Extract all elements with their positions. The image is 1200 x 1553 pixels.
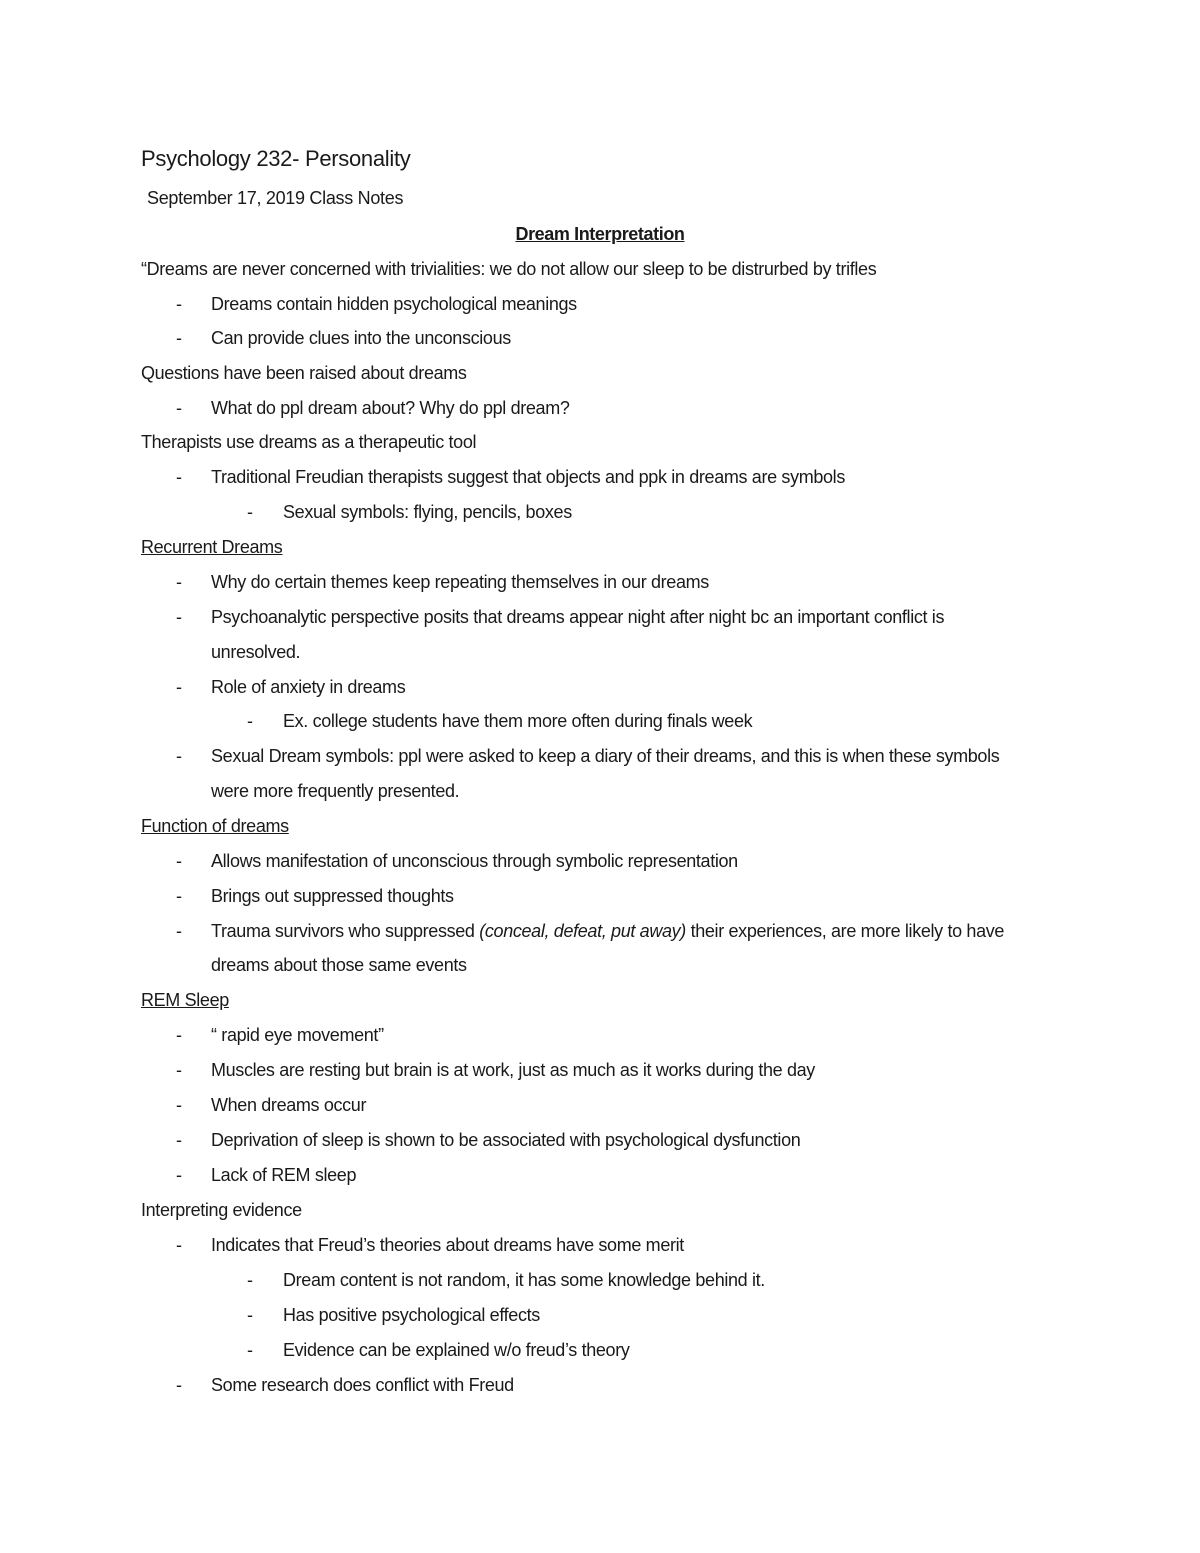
list-item: What do ppl dream about? Why do ppl dream? xyxy=(211,398,570,418)
list-item: Lack of REM sleep xyxy=(211,1165,357,1185)
list-item: When dreams occur xyxy=(211,1095,367,1115)
bullet-dash: - xyxy=(176,294,182,314)
bullet-dash: - xyxy=(176,607,182,627)
bullet-dash: - xyxy=(176,1375,182,1395)
document-title: Psychology 232- Personality xyxy=(141,146,411,171)
sub-list-item: Evidence can be explained w/o freud’s theory xyxy=(283,1340,630,1360)
bullet-dash: - xyxy=(176,328,182,348)
list-item: Indicates that Freud’s theories about dreams have some merit xyxy=(211,1235,684,1255)
bullet-dash: - xyxy=(176,746,182,766)
bullet-dash: - xyxy=(176,1165,182,1185)
quote-line: “Dreams are never concerned with trivialities: we do not allow our sleep to be distrurbed by trifles xyxy=(141,259,877,279)
bullet-dash: - xyxy=(176,398,182,418)
bullet-dash: - xyxy=(176,851,182,871)
list-item: Role of anxiety in dreams xyxy=(211,677,406,697)
list-item: Allows manifestation of unconscious through symbolic representation xyxy=(211,851,738,871)
list-item-text: their experiences, are more likely to have xyxy=(685,921,1005,941)
bullet-dash: - xyxy=(176,1130,182,1150)
list-item-text: Trauma survivors who suppressed xyxy=(211,921,480,941)
italic-note: (conceal, defeat, put away) xyxy=(479,921,686,941)
bullet-dash: - xyxy=(247,1270,253,1290)
bullet-dash: - xyxy=(176,886,182,906)
bullet-dash: - xyxy=(247,1340,253,1360)
bullet-dash: - xyxy=(176,1060,182,1080)
list-item: Brings out suppressed thoughts xyxy=(211,886,454,906)
list-item-continuation: unresolved. xyxy=(211,642,301,662)
document-heading: Dream Interpretation xyxy=(515,224,685,244)
list-item-continuation: dreams about those same events xyxy=(211,955,467,975)
list-item: “ rapid eye movement” xyxy=(211,1025,384,1045)
section-heading-rem: REM Sleep xyxy=(141,990,229,1010)
bullet-dash: - xyxy=(176,921,182,941)
section-heading-function: Function of dreams xyxy=(141,816,289,836)
bullet-dash: - xyxy=(247,1305,253,1325)
bullet-dash: - xyxy=(176,1235,182,1255)
list-item: Can provide clues into the unconscious xyxy=(211,328,511,348)
section-heading-recurrent: Recurrent Dreams xyxy=(141,537,283,557)
document-date: September 17, 2019 Class Notes xyxy=(147,188,404,208)
sub-list-item: Ex. college students have them more often during finals week xyxy=(283,711,753,731)
section-line: Interpreting evidence xyxy=(141,1200,302,1220)
list-item: Psychoanalytic perspective posits that dreams appear night after night bc an important conflict is xyxy=(211,607,945,627)
list-item: Some research does conflict with Freud xyxy=(211,1375,514,1395)
bullet-dash: - xyxy=(247,711,253,731)
list-item xyxy=(211,916,1004,946)
list-item: Muscles are resting but brain is at work, just as much as it works during the day xyxy=(211,1060,815,1080)
sub-list-item: Has positive psychological effects xyxy=(283,1305,540,1325)
list-item: Traditional Freudian therapists suggest that objects and ppk in dreams are symbols xyxy=(211,467,845,487)
list-item: Deprivation of sleep is shown to be associated with psychological dysfunction xyxy=(211,1130,801,1150)
section-line: Therapists use dreams as a therapeutic tool xyxy=(141,432,477,452)
bullet-dash: - xyxy=(176,572,182,592)
list-item: Dreams contain hidden psychological meanings xyxy=(211,294,577,314)
section-line: Questions have been raised about dreams xyxy=(141,363,467,383)
bullet-dash: - xyxy=(176,677,182,697)
bullet-dash: - xyxy=(176,1095,182,1115)
list-item: Sexual Dream symbols: ppl were asked to keep a diary of their dreams, and this is when these symbols xyxy=(211,746,1000,766)
list-item-continuation: were more frequently presented. xyxy=(211,781,460,801)
list-item: Why do certain themes keep repeating themselves in our dreams xyxy=(211,572,709,592)
bullet-dash: - xyxy=(247,502,253,522)
sub-list-item: Sexual symbols: flying, pencils, boxes xyxy=(283,502,572,522)
bullet-dash: - xyxy=(176,467,182,487)
bullet-dash: - xyxy=(176,1025,182,1045)
sub-list-item: Dream content is not random, it has some knowledge behind it. xyxy=(283,1270,765,1290)
